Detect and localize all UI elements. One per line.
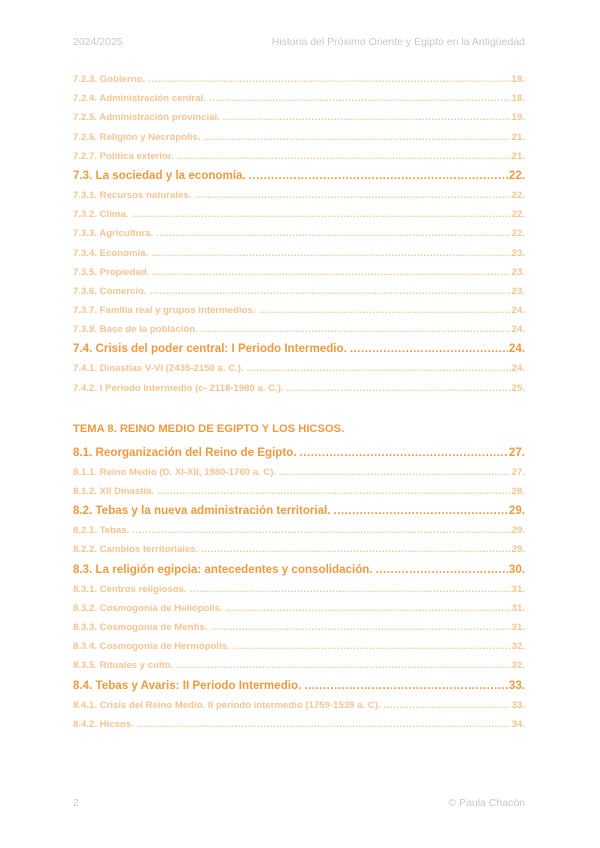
- toc-subsection-entry[interactable]: [73, 637, 525, 656]
- toc-entry-label: 8.2. Tebas y la nueva administración territorial.: [73, 504, 331, 518]
- toc-section-entry[interactable]: [73, 501, 525, 521]
- dot-leader: [279, 463, 511, 482]
- toc-subsection-entry[interactable]: [73, 320, 525, 339]
- toc-entry-label: 8.1.1. Reino Medio (D. XI-XII, 1980-1760 a. C).: [73, 466, 277, 478]
- toc-entry-label: 8.4.2. Hicsos.: [73, 718, 134, 730]
- toc-entry-label: 7.2.3. Gobierno.: [73, 74, 145, 85]
- toc-section-entry[interactable]: [73, 166, 525, 186]
- dot-leader: [376, 560, 508, 580]
- toc-entry-label: 8.1. Reorganización del Reino de Egipto.: [73, 445, 297, 459]
- toc-entry-label: 7.2.5. Administración provincial.: [73, 112, 220, 124]
- toc-entry-label: 7.4.2. I Periodo Intermedio (c- 2118-1980 a. C.).: [73, 382, 284, 394]
- toc-entry-page: 28.: [511, 486, 525, 497]
- dot-leader: [209, 89, 511, 108]
- dot-leader: [151, 244, 510, 263]
- toc-entry-page: 31.: [511, 583, 525, 595]
- footer-copyright: © Paula Chacón: [448, 797, 525, 809]
- toc-entry-label: 7.3.1. Recursos naturales.: [73, 189, 192, 201]
- dot-leader: [304, 676, 508, 696]
- toc-subsection-entry[interactable]: [73, 263, 525, 282]
- toc-entry-label: 7.3.2. Clima.: [73, 209, 129, 221]
- toc-subsection-entry[interactable]: [73, 715, 525, 734]
- toc-section-entry[interactable]: [73, 676, 525, 696]
- toc-entry-page: 22.: [508, 168, 525, 182]
- dot-leader: [210, 618, 510, 637]
- toc-entry-page: 18.: [511, 93, 525, 105]
- toc-entry-page: 24.: [511, 305, 525, 317]
- page-header: [73, 36, 525, 48]
- toc-entry-page: 32.: [511, 660, 525, 672]
- toc-entry-label: 7.3.5. Propiedad.: [73, 266, 150, 278]
- toc-entry-page: 21.: [511, 131, 525, 143]
- toc-entry-page: 24.: [511, 363, 525, 375]
- dot-leader: [176, 656, 510, 675]
- dot-leader: [201, 540, 510, 559]
- toc-entry-page: 29.: [511, 544, 525, 556]
- dot-leader: [201, 320, 511, 339]
- toc-entry-label: 8.2.1. Tebas.: [73, 525, 130, 537]
- toc-entry-label: 8.3.2. Cosmogonía de Heliópolis.: [73, 602, 223, 614]
- dot-leader: [156, 224, 511, 243]
- toc-section-entry[interactable]: [73, 443, 525, 463]
- dot-leader: [233, 637, 511, 656]
- dot-leader: [148, 70, 511, 89]
- toc-entry-page: 29.: [508, 504, 525, 518]
- dot-leader: [131, 205, 510, 224]
- dot-leader: [157, 482, 511, 501]
- toc-subsection-entry[interactable]: [73, 521, 525, 540]
- toc-subsection-entry[interactable]: [73, 205, 525, 224]
- toc-entry-page: 24.: [508, 342, 525, 356]
- toc-subsection-entry[interactable]: [73, 580, 525, 599]
- toc-entry-page: 33.: [508, 678, 525, 692]
- toc-entry-page: 21.: [511, 150, 525, 162]
- toc-entry-label: 8.2.2. Cambios territoriales.: [73, 544, 199, 556]
- dot-leader: [132, 521, 510, 540]
- toc-subsection-entry[interactable]: [73, 599, 525, 618]
- toc-subsection-entry[interactable]: [73, 696, 525, 715]
- toc-subsection-entry[interactable]: [73, 244, 525, 263]
- toc-entry-label: 8.4. Tebas y Avaris: II Periodo Intermedio.: [73, 678, 302, 692]
- toc-entry-label: 7.3.3. Agricultura.: [73, 228, 154, 240]
- toc-entry-label: 7.2.6. Religión y Necrópolis.: [73, 131, 201, 143]
- toc-entry-page: 25.: [511, 382, 525, 394]
- toc-entry-page: 30.: [508, 562, 525, 576]
- dot-leader: [137, 715, 511, 734]
- toc-entry-label: 7.3.6. Comercio.: [73, 285, 147, 297]
- dot-leader: [334, 501, 508, 521]
- toc-entry-page: 18.: [511, 74, 525, 85]
- toc-entry-page: 22.: [511, 228, 525, 240]
- toc-subsection-entry[interactable]: [73, 618, 525, 637]
- toc-section-entry[interactable]: [73, 560, 525, 580]
- toc-subsection-entry[interactable]: [73, 70, 525, 89]
- toc-subsection-entry[interactable]: [73, 108, 525, 127]
- toc-entry-label: 7.4.1. Dinastías V-VI (2435-2150 a. C.).: [73, 363, 244, 375]
- toc-section-entry[interactable]: [73, 339, 525, 359]
- footer-page-number: 2: [73, 797, 79, 809]
- dot-leader: [300, 443, 508, 463]
- toc-subsection-entry[interactable]: [73, 482, 525, 501]
- toc-subsection-entry[interactable]: [73, 186, 525, 205]
- dot-leader: [223, 108, 511, 127]
- toc-entry-page: 34.: [511, 718, 525, 730]
- toc-entry-page: 27.: [508, 445, 525, 459]
- dot-leader: [384, 696, 511, 715]
- toc-entry-label: 8.3.3. Cosmogonía de Menfis.: [73, 621, 208, 633]
- toc-entry-page: 33.: [511, 699, 525, 711]
- toc-entry-label: 7.4. Crisis del poder central: I Periodo Intermedio.: [73, 342, 347, 356]
- toc-entry-label: 7.3. La sociedad y la economía.: [73, 168, 246, 182]
- toc-entry-page: 22.: [511, 209, 525, 221]
- tema-8-heading: TEMA 8. REINO MEDIO DE EGIPTO Y LOS HICSOS.: [73, 422, 345, 435]
- dot-leader: [249, 166, 508, 186]
- table-of-contents: [73, 70, 525, 734]
- toc-entry-page: 19.: [511, 112, 525, 124]
- toc-subsection-entry[interactable]: [73, 379, 525, 398]
- toc-subsection-entry[interactable]: [73, 89, 525, 108]
- toc-subsection-entry[interactable]: [73, 656, 525, 675]
- dot-leader: [287, 379, 511, 398]
- toc-entry-page: 31.: [511, 602, 525, 614]
- dot-leader: [177, 147, 511, 166]
- dot-leader: [350, 339, 508, 359]
- toc-subsection-entry[interactable]: [73, 224, 525, 243]
- toc-entry-page: 24.: [511, 324, 525, 336]
- toc-entry-page: 23.: [511, 247, 525, 259]
- toc-entry-label: 8.3.1. Centros religiosos.: [73, 583, 187, 595]
- toc-entry-label: 7.2.4. Administración central.: [73, 93, 206, 105]
- dot-leader: [150, 282, 511, 301]
- toc-entry-page: 27.: [511, 466, 525, 478]
- toc-subsection-entry[interactable]: [73, 301, 525, 320]
- dot-leader: [190, 580, 511, 599]
- toc-entry-label: 7.3.8. Base de la población.: [73, 324, 198, 336]
- toc-section-tema-8: [73, 443, 525, 734]
- toc-subsection-entry[interactable]: [73, 147, 525, 166]
- toc-entry-label: 7.3.4. Economía.: [73, 247, 149, 259]
- page-footer: [73, 797, 525, 809]
- dot-leader: [258, 301, 510, 320]
- toc-entry-label: 8.3. La religión egipcia: antecedentes y consolidación.: [73, 562, 373, 576]
- toc-subsection-entry[interactable]: [73, 359, 525, 378]
- toc-entry-label: 7.2.7. Política exterior.: [73, 150, 174, 162]
- header-year: 2024/2025: [73, 36, 123, 48]
- dot-leader: [226, 599, 511, 618]
- toc-subsection-entry[interactable]: [73, 282, 525, 301]
- toc-entry-page: 22.: [511, 189, 525, 201]
- header-course-title: Historia del Próximo Oriente y Egipto en la Antigüedad: [271, 36, 525, 48]
- dot-leader: [152, 263, 510, 282]
- toc-entry-label: 7.3.7. Familia real y grupos intermedios.: [73, 305, 256, 317]
- toc-subsection-entry[interactable]: [73, 463, 525, 482]
- toc-entry-page: 23.: [511, 285, 525, 297]
- toc-entry-label: 8.3.4. Cosmogonía de Hermópolis.: [73, 641, 230, 653]
- dot-leader: [194, 186, 510, 205]
- toc-subsection-entry[interactable]: [73, 128, 525, 147]
- toc-entry-label: 8.3.5. Rituales y culto.: [73, 660, 174, 672]
- toc-entry-page: 32.: [511, 641, 525, 653]
- toc-entry-page: 29.: [511, 525, 525, 537]
- toc-section-tema-7: [73, 70, 525, 398]
- toc-subsection-entry[interactable]: [73, 540, 525, 559]
- toc-entry-label: 8.4.1. Crisis del Reino Medio. II periodo intermedio (1759-1539 a. C).: [73, 699, 381, 711]
- dot-leader: [203, 128, 510, 147]
- toc-entry-page: 23.: [511, 266, 525, 278]
- dot-leader: [247, 359, 511, 378]
- toc-entry-label: 8.1.2. XII Dinastía.: [73, 486, 155, 497]
- toc-entry-page: 31.: [511, 621, 525, 633]
